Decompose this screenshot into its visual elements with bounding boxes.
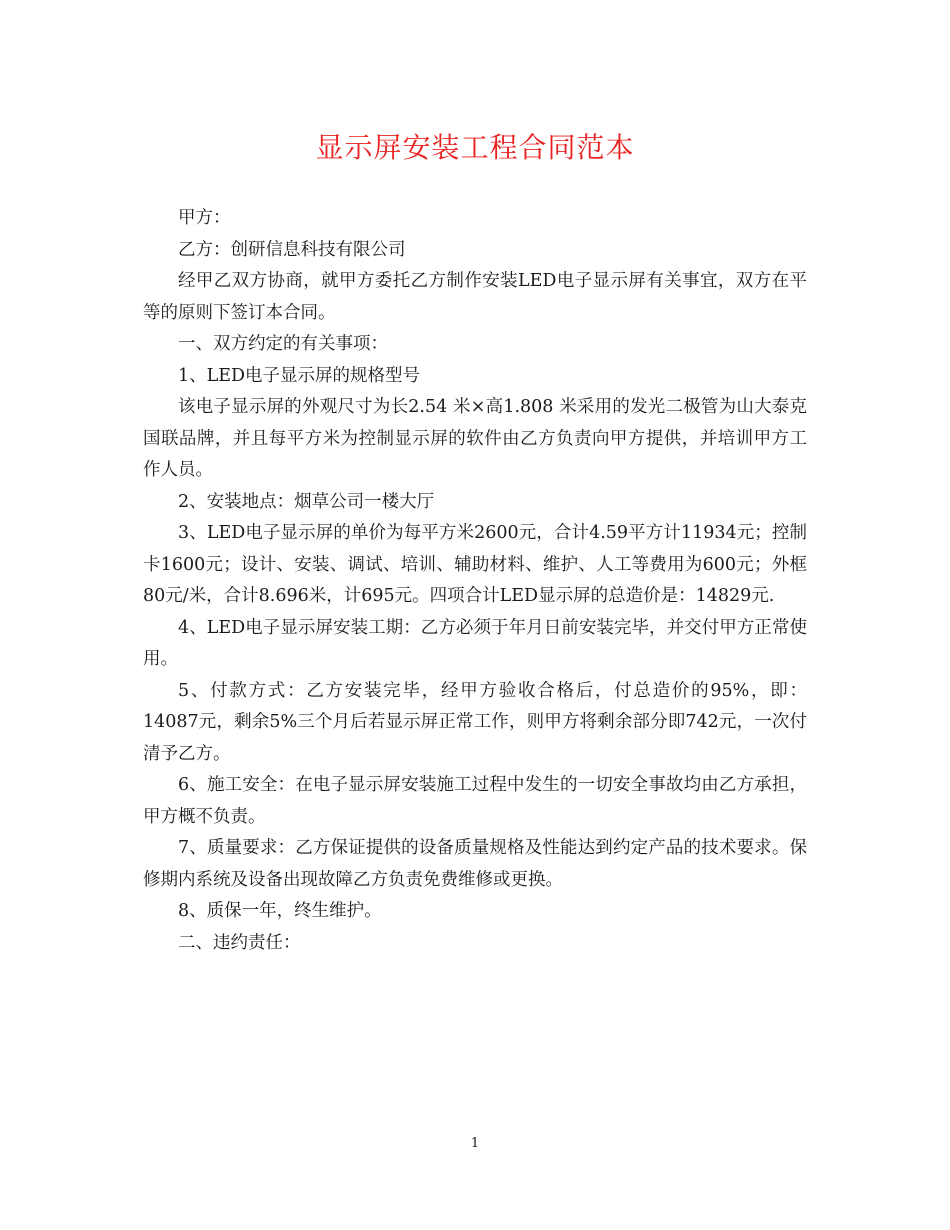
party-a-line: 甲方： xyxy=(178,208,231,228)
section-heading-liability: 二、违约责任： xyxy=(178,932,301,953)
clause-8-paragraph: 8、质保一年，终生维护。 xyxy=(178,901,382,921)
clause-4-paragraph: 4、LED电子显示屏安装工期：乙方必须于年月日前安装完毕，并交付甲方正常使用。 xyxy=(143,617,807,669)
party-b-line: 乙方：创研信息科技有限公司 xyxy=(178,239,406,260)
clause-2-paragraph: 2、安装地点：烟草公司一楼大厅 xyxy=(178,491,435,512)
document-body xyxy=(143,203,807,959)
section-heading-agreed-matters: 一、双方约定的有关事项： xyxy=(178,334,388,354)
clause-6-paragraph: 6、施工安全：在电子显示屏安装施工过程中发生的一切安全事故均由乙方承担，甲方概不负责。 xyxy=(143,775,807,827)
clause-5-paragraph: 5、付款方式：乙方安装完毕，经甲方验收合格后，付总造价的95%，即：14087元，剩余5%三个月后若显示屏正常工作，则甲方将剩余部分即742元，一次付清予乙方。 xyxy=(143,680,807,764)
clause-1-paragraph: 该电子显示屏的外观尺寸为长2.54 米×高1.808 米采用的发光二极管为山大泰克国联品牌，并且每平方米为控制显示屏的软件由乙方负责向甲方提供，并培训甲方工作人员。 xyxy=(143,397,807,480)
clause-1-heading: 1、LED电子显示屏的规格型号 xyxy=(178,365,421,386)
document-title: 显示屏安装工程合同范本 xyxy=(315,131,635,164)
page-number: 1 xyxy=(470,1136,480,1151)
intro-paragraph: 经甲乙双方协商，就甲方委托乙方制作安装LED电子显示屏有关事宜，双方在平等的原则下签订本合同。 xyxy=(143,271,807,323)
clause-7-paragraph: 7、质量要求：乙方保证提供的设备质量规格及性能达到约定产品的技术要求。保修期内系统及设备出现故障乙方负责免费维修或更换。 xyxy=(143,838,807,890)
clause-3-paragraph: 3、LED电子显示屏的单价为每平方米2600元，合计4.59平方计11934元；控制卡1600元；设计、安装、调试、培训、辅助材料、维护、人工等费用为600元；外框80元/米，合计8.696米，计695元。四项合计LED显示屏的总造价是：14829元. xyxy=(143,523,807,606)
